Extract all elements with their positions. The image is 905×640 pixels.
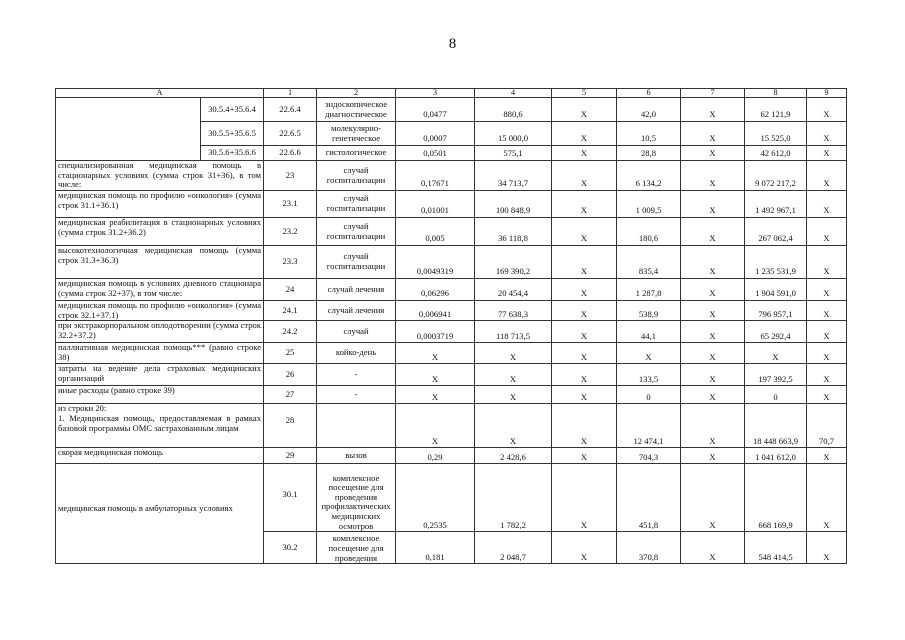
table-row <box>56 343 847 364</box>
ref-code-cell: 30.5.4+35.6.4 <box>201 98 264 122</box>
value-cell: 0,17671 <box>396 161 475 191</box>
value-cell: 267 062,4 <box>745 218 807 246</box>
row-name-cell: затраты на ведение дела страховых медицинских организаций <box>56 364 264 386</box>
value-cell: 0 <box>617 386 681 404</box>
value-cell: Х <box>807 279 847 301</box>
value-cell: Х <box>807 321 847 343</box>
page-number: 8 <box>448 36 457 52</box>
table-row <box>56 98 847 122</box>
value-cell: Х <box>552 161 617 191</box>
header-row <box>56 89 847 98</box>
row-number-cell: 30.2 <box>264 532 317 564</box>
value-cell: 18 448 663,9 <box>745 404 807 448</box>
value-cell: 42 612,0 <box>745 146 807 161</box>
unit-cell: гистологическое <box>317 146 396 161</box>
row-number-cell: 24 <box>264 279 317 301</box>
value-cell: 796 957,1 <box>745 301 807 321</box>
value-cell: 0,2535 <box>396 464 475 532</box>
unit-cell: случай лечения <box>317 301 396 321</box>
row-number-cell: 26 <box>264 364 317 386</box>
value-cell: 12 474,1 <box>617 404 681 448</box>
table-row <box>56 161 847 191</box>
value-cell: 1 009,5 <box>617 191 681 218</box>
unit-cell: случай лечения <box>317 279 396 301</box>
row-name-cell: при экстракорпоральном оплодотворении (сумма строк 32.2+37.2) <box>56 321 264 343</box>
value-cell: Х <box>552 218 617 246</box>
value-cell: 197 392,5 <box>745 364 807 386</box>
table-row <box>56 386 847 404</box>
value-cell: 0,181 <box>396 532 475 564</box>
row-name-cell: медицинская помощь по профилю «онкология» (сумма строк 32.1+37.1) <box>56 301 264 321</box>
unit-cell: эндоскопическое диагностическое <box>317 98 396 122</box>
ref-code-cell: 30.5.5+35.6.5 <box>201 122 264 146</box>
value-cell: Х <box>475 364 552 386</box>
value-cell: Х <box>552 464 617 532</box>
table-row <box>56 279 847 301</box>
value-cell: Х <box>552 321 617 343</box>
row-number-cell: 23.3 <box>264 246 317 279</box>
row-number-cell: 28 <box>264 404 317 448</box>
value-cell: Х <box>396 364 475 386</box>
unit-cell: случай госпитализации <box>317 161 396 191</box>
value-cell: 180,6 <box>617 218 681 246</box>
value-cell: 133,5 <box>617 364 681 386</box>
unit-cell: - <box>317 364 396 386</box>
value-cell: Х <box>552 404 617 448</box>
value-cell: Х <box>681 364 745 386</box>
unit-cell: комплексное посещение для проведения <box>317 532 396 564</box>
value-cell: 6 134,2 <box>617 161 681 191</box>
value-cell: 10,5 <box>617 122 681 146</box>
row-number-cell: 22.6.6 <box>264 146 317 161</box>
value-cell: 0,06296 <box>396 279 475 301</box>
unit-cell: койко-день <box>317 343 396 364</box>
value-cell: Х <box>681 343 745 364</box>
value-cell: Х <box>396 386 475 404</box>
row-name-cell: медицинская помощь в амбулаторных условиях <box>56 464 264 564</box>
value-cell: 0,0049319 <box>396 246 475 279</box>
value-cell: Х <box>807 218 847 246</box>
value-cell: Х <box>552 246 617 279</box>
row-name-cell: высокотехнологичная медицинская помощь (сумма строк 31.3+36.3) <box>56 246 264 279</box>
value-cell: 548 414,5 <box>745 532 807 564</box>
column-header: 7 <box>681 89 745 98</box>
value-cell: 77 638,3 <box>475 301 552 321</box>
value-cell: 0 <box>745 386 807 404</box>
value-cell: 575,1 <box>475 146 552 161</box>
table-row <box>56 246 847 279</box>
value-cell: 0,0007 <box>396 122 475 146</box>
row-name-cell: специализированная медицинская помощь в стационарных условиях (сумма строк 31+36), в том числе: <box>56 161 264 191</box>
row-number-cell: 23 <box>264 161 317 191</box>
blank-name-cell <box>56 98 201 161</box>
row-number-cell: 25 <box>264 343 317 364</box>
value-cell: Х <box>807 161 847 191</box>
row-name-cell: иные расходы (равно строке 39) <box>56 386 264 404</box>
value-cell: Х <box>396 343 475 364</box>
unit-cell: случай госпитализации <box>317 246 396 279</box>
table-row <box>56 218 847 246</box>
value-cell: 1 235 531,9 <box>745 246 807 279</box>
value-cell: 0,005 <box>396 218 475 246</box>
row-name-cell: медицинская помощь по профилю «онкология» (сумма строк 31.1+36.1) <box>56 191 264 218</box>
column-header: 4 <box>475 89 552 98</box>
row-name-cell: из строки 20: 1. Медицинская помощь, предоставляемая в рамках базовой программы ОМС застрахованным лицам <box>56 404 264 448</box>
value-cell: 451,8 <box>617 464 681 532</box>
column-header: A <box>56 89 264 98</box>
value-cell: 65 292,4 <box>745 321 807 343</box>
value-cell: Х <box>552 448 617 464</box>
value-cell: Х <box>807 301 847 321</box>
value-cell: Х <box>552 98 617 122</box>
row-number-cell: 23.1 <box>264 191 317 218</box>
value-cell: 0,29 <box>396 448 475 464</box>
column-header: 2 <box>317 89 396 98</box>
value-cell: Х <box>807 246 847 279</box>
value-cell: Х <box>681 98 745 122</box>
value-cell: 668 169,9 <box>745 464 807 532</box>
value-cell: Х <box>681 386 745 404</box>
row-name-cell: паллиативная медицинская помощь*** (равно строке 38) <box>56 343 264 364</box>
row-number-cell: 23.2 <box>264 218 317 246</box>
column-header: 8 <box>745 89 807 98</box>
value-cell: 0,01001 <box>396 191 475 218</box>
value-cell: Х <box>475 386 552 404</box>
value-cell: Х <box>807 122 847 146</box>
value-cell: Х <box>681 404 745 448</box>
value-cell: 704,3 <box>617 448 681 464</box>
table-row <box>56 464 847 532</box>
value-cell: 36 118,8 <box>475 218 552 246</box>
column-header: 1 <box>264 89 317 98</box>
value-cell: Х <box>681 246 745 279</box>
value-cell: 0,0501 <box>396 146 475 161</box>
value-cell: Х <box>807 191 847 218</box>
value-cell: Х <box>681 448 745 464</box>
value-cell: Х <box>552 386 617 404</box>
value-cell: Х <box>681 532 745 564</box>
value-cell: 118 713,5 <box>475 321 552 343</box>
value-cell: Х <box>681 191 745 218</box>
value-cell: Х <box>552 532 617 564</box>
column-header: 6 <box>617 89 681 98</box>
value-cell: 835,4 <box>617 246 681 279</box>
row-number-cell: 22.6.5 <box>264 122 317 146</box>
column-header: 3 <box>396 89 475 98</box>
value-cell: Х <box>552 364 617 386</box>
unit-cell: - <box>317 386 396 404</box>
row-number-cell: 24.2 <box>264 321 317 343</box>
value-cell: 1 287,8 <box>617 279 681 301</box>
value-cell: Х <box>807 343 847 364</box>
value-cell: Х <box>807 464 847 532</box>
value-cell: 2 048,7 <box>475 532 552 564</box>
value-cell: Х <box>807 146 847 161</box>
value-cell: Х <box>681 279 745 301</box>
table-row <box>56 364 847 386</box>
row-name-cell: медицинская помощь в условиях дневного стационара (сумма строк 32+37), в том числе: <box>56 279 264 301</box>
value-cell: Х <box>681 146 745 161</box>
value-cell: Х <box>681 301 745 321</box>
unit-cell: случай госпитализации <box>317 191 396 218</box>
table-row <box>56 404 847 448</box>
data-table <box>55 88 847 564</box>
value-cell: Х <box>807 386 847 404</box>
value-cell: Х <box>475 343 552 364</box>
value-cell: 15 000,0 <box>475 122 552 146</box>
value-cell: Х <box>552 146 617 161</box>
value-cell: 1 041 612,0 <box>745 448 807 464</box>
value-cell: Х <box>552 301 617 321</box>
value-cell: Х <box>552 122 617 146</box>
value-cell: 28,8 <box>617 146 681 161</box>
unit-cell: вызов <box>317 448 396 464</box>
value-cell: Х <box>681 161 745 191</box>
unit-cell: комплексное посещение для проведения профилактических медицинских осмотров <box>317 464 396 532</box>
table-row <box>56 301 847 321</box>
value-cell: 370,8 <box>617 532 681 564</box>
value-cell: 0,0477 <box>396 98 475 122</box>
unit-cell <box>317 404 396 448</box>
row-name-cell: скорая медицинская помощь <box>56 448 264 464</box>
value-cell: Х <box>396 404 475 448</box>
row-name-cell: медицинская реабилитация в стационарных условиях (сумма строк 31.2+36.2) <box>56 218 264 246</box>
value-cell: Х <box>617 343 681 364</box>
value-cell: 42,0 <box>617 98 681 122</box>
value-cell: 9 072 217,2 <box>745 161 807 191</box>
value-cell: Х <box>807 98 847 122</box>
column-header: 9 <box>807 89 847 98</box>
value-cell: Х <box>681 218 745 246</box>
unit-cell: случай <box>317 321 396 343</box>
value-cell: 44,1 <box>617 321 681 343</box>
value-cell: Х <box>681 464 745 532</box>
value-cell: 100 848,9 <box>475 191 552 218</box>
value-cell: 0,0003719 <box>396 321 475 343</box>
row-number-cell: 29 <box>264 448 317 464</box>
value-cell: 34 713,7 <box>475 161 552 191</box>
value-cell: Х <box>807 448 847 464</box>
table-row <box>56 191 847 218</box>
value-cell: 20 454,4 <box>475 279 552 301</box>
row-number-cell: 30.1 <box>264 464 317 532</box>
value-cell: 538,9 <box>617 301 681 321</box>
value-cell: 15 525,0 <box>745 122 807 146</box>
value-cell: Х <box>681 321 745 343</box>
value-cell: 62 121,9 <box>745 98 807 122</box>
table-row <box>56 448 847 464</box>
row-number-cell: 27 <box>264 386 317 404</box>
value-cell: Х <box>552 343 617 364</box>
value-cell: 0,006941 <box>396 301 475 321</box>
value-cell: Х <box>552 191 617 218</box>
value-cell: Х <box>745 343 807 364</box>
unit-cell: случай госпитализации <box>317 218 396 246</box>
value-cell: 169 390,2 <box>475 246 552 279</box>
value-cell: Х <box>552 279 617 301</box>
value-cell: 70,7 <box>807 404 847 448</box>
value-cell: Х <box>807 532 847 564</box>
unit-cell: молекулярно-генетическое <box>317 122 396 146</box>
table-row <box>56 321 847 343</box>
value-cell: Х <box>475 404 552 448</box>
column-header: 5 <box>552 89 617 98</box>
row-number-cell: 24.1 <box>264 301 317 321</box>
value-cell: Х <box>681 122 745 146</box>
ref-code-cell: 30.5.6+35.6.6 <box>201 146 264 161</box>
value-cell: 1 904 591,0 <box>745 279 807 301</box>
value-cell: 880,6 <box>475 98 552 122</box>
value-cell: 1 492 967,1 <box>745 191 807 218</box>
value-cell: Х <box>807 364 847 386</box>
value-cell: 2 428,6 <box>475 448 552 464</box>
row-number-cell: 22.6.4 <box>264 98 317 122</box>
value-cell: 1 782,2 <box>475 464 552 532</box>
